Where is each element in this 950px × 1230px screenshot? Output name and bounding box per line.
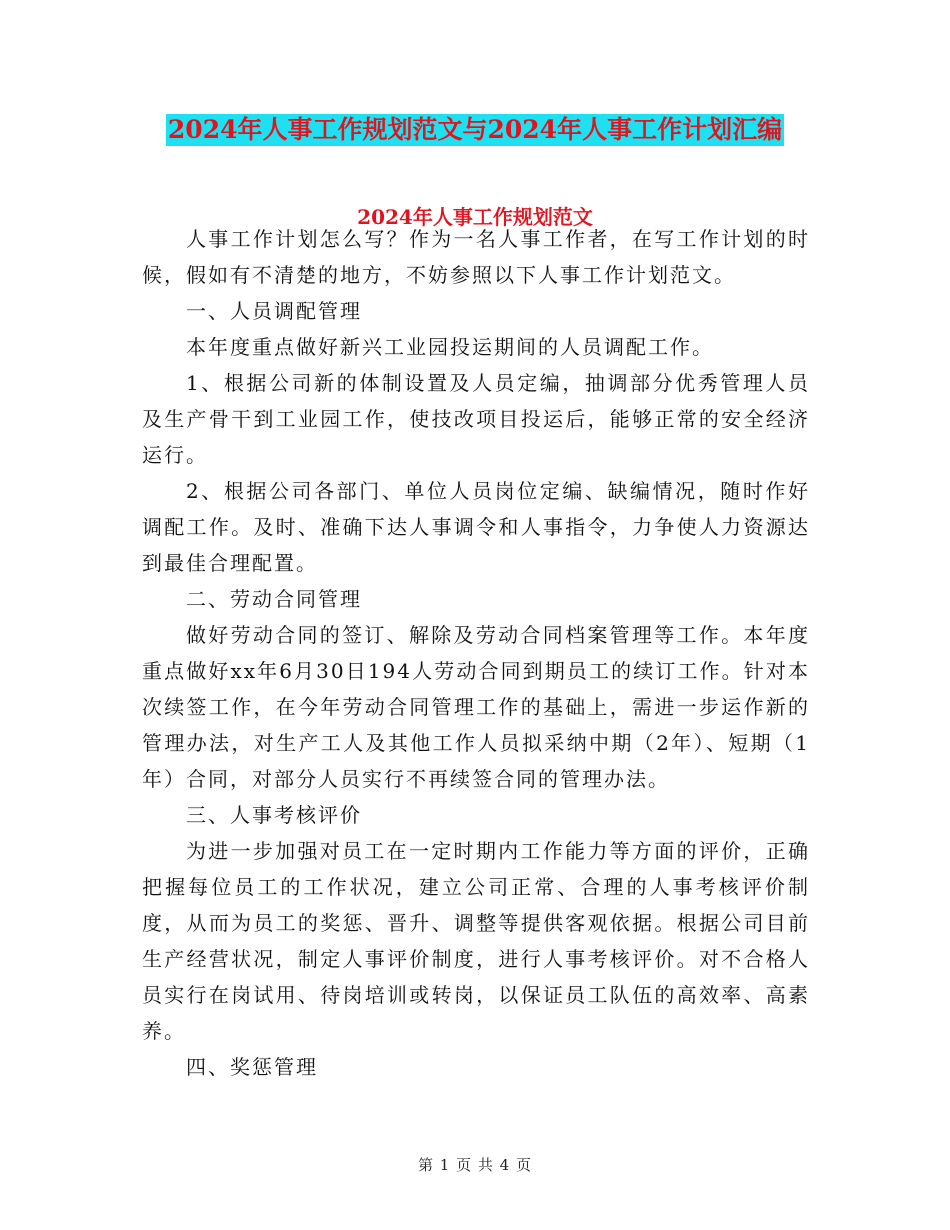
sub-title: 2024年人事工作规划范文 xyxy=(357,205,593,229)
paragraph-staffing-item-2: 2、根据公司各部门、单位人员岗位定编、缺编情况，随时作好调配工作。及时、准确下达人事调令和人事指令，力争使人力资源达到最佳合理配置。 xyxy=(142,479,810,575)
section-heading-evaluation: 三、人事考核评价 xyxy=(186,803,362,827)
section-heading-rewards: 四、奖惩管理 xyxy=(186,1055,318,1079)
paragraph-contract: 做好劳动合同的签订、解除及劳动合同档案管理等工作。本年度重点做好xx年6月30日194人劳动合同到期员工的续订工作。针对本次续签工作，在今年劳动合同管理工作的基础上，需进一步运作新的管理办法，对生产工人及其他工作人员拟采纳中期（2年）、短期（1年）合同，对部分人员实行不再续签合同的管理办法。 xyxy=(142,623,810,791)
paragraph-staffing-item-1: 1、根据公司新的体制设置及人员定编，抽调部分优秀管理人员及生产骨干到工业园工作，使技改项目投运后，能够正常的安全经济运行。 xyxy=(142,371,810,467)
paragraph-staffing-focus: 本年度重点做好新兴工业园投运期间的人员调配工作。 xyxy=(186,335,714,359)
paragraph-evaluation: 为进一步加强对员工在一定时期内工作能力等方面的评价，正确把握每位员工的工作状况，建立公司正常、合理的人事考核评价制度，从而为员工的奖惩、晋升、调整等提供客观依据。根据公司目前生产经营状况，制定人事评价制度，进行人事考核评价。对不合格人员实行在岗试用、待岗培训或转岗，以保证员工队伍的高效率、高素养。 xyxy=(142,839,810,1043)
section-heading-staffing: 一、人员调配管理 xyxy=(186,299,362,323)
section-heading-contract: 二、劳动合同管理 xyxy=(186,587,362,611)
main-title: 2024年人事工作规划范文与2024年人事工作计划汇编 xyxy=(167,115,783,144)
page-footer: 第 1 页 共 4 页 xyxy=(418,1156,532,1174)
main-title-container xyxy=(0,114,950,146)
body-text xyxy=(142,221,810,1085)
paragraph-intro: 人事工作计划怎么写？作为一名人事工作者，在写工作计划的时候，假如有不清楚的地方，不妨参照以下人事工作计划范文。 xyxy=(142,227,810,287)
